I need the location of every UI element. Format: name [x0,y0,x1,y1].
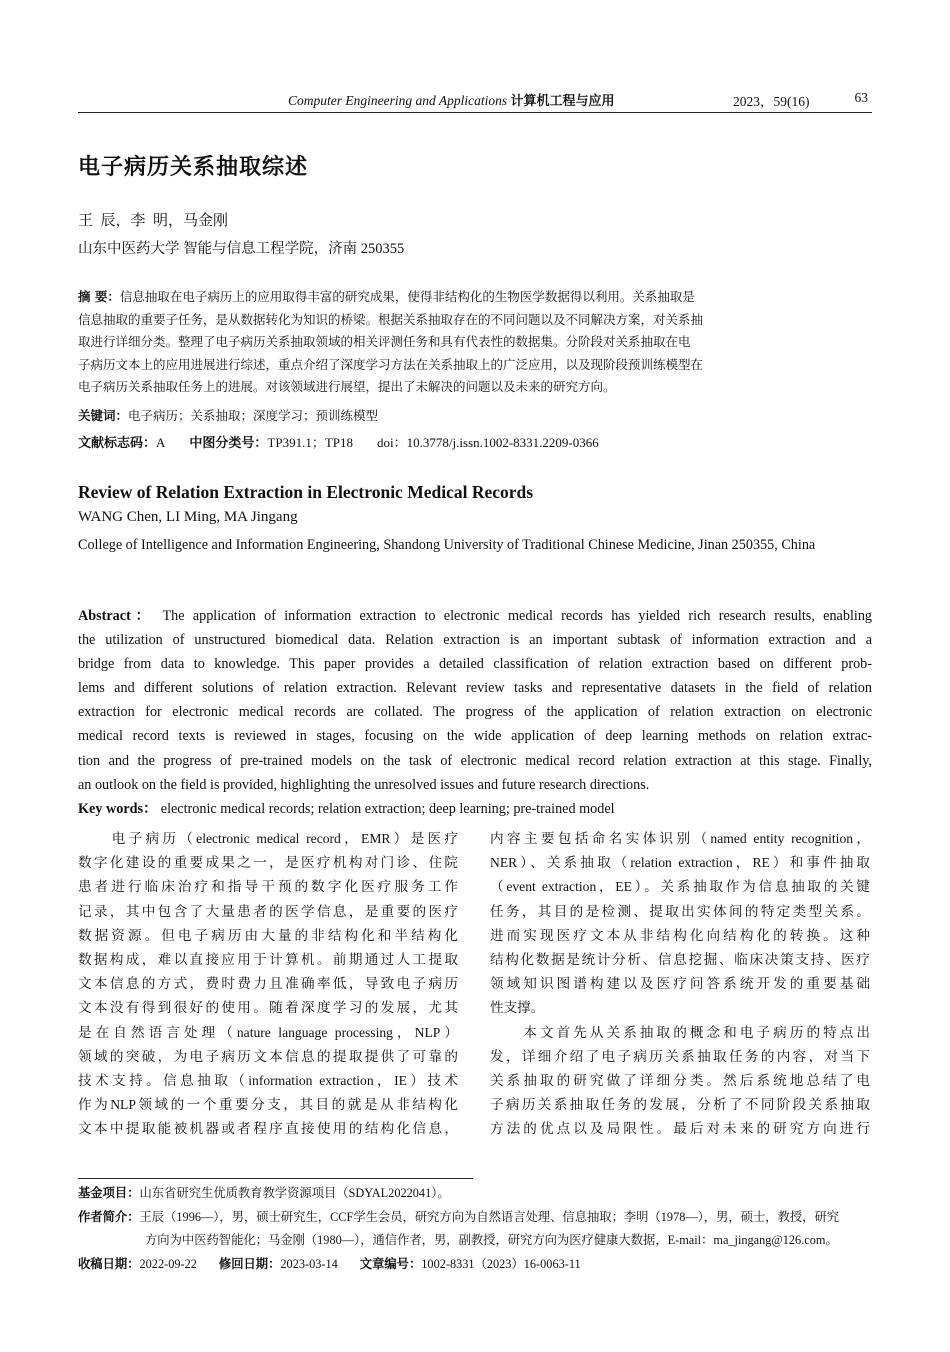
body-line: NER）、关系抽取（relation extraction，RE）和事件抽取 [490,855,870,871]
body-line: 文本中提取能被机器或者程序直接使用的结构化信息， [78,1121,458,1137]
abstract-en-line: an outlook on the field is provided, highlighting the unresolved issues and future research directions. [78,776,650,793]
keywords-en [78,798,615,818]
body-line: 文本信息的方式，费时费力且准确率低，导致电子病历 [78,976,458,992]
abstract-en-line: the utilization of unstructured biomedical data. Relation extraction is an important subtask of information extraction and a [78,632,872,649]
body-line: 是在自然语言处理（nature language processing，NLP） [78,1024,458,1040]
revised-date: 2023-03-14 [280,1256,338,1271]
abstract-cn-line: 信息抽取的重要子任务，是从数据转化为知识的桥梁。根据关系抽取存在的不同问题以及不同解决方案，对关系抽 [78,312,704,327]
body-line: 子病历关系抽取任务的发展，分析了不同阶段关系抽取 [490,1097,870,1113]
abstract-en-line: medical record texts is reviewed in stages, focusing on the wide application of deep learning methods on relation extrac- [78,728,872,745]
abstract-en-line: The application of information extraction to electronic medical records has yielded rich research results, enabling [162,608,873,624]
abstract-en-line: bridge from data to knowledge. This paper provides a detailed classification of relation extraction based on different prob- [78,656,872,673]
fund-text: 山东省研究生优质教育教学资源项目（SDYAL2022041）。 [139,1186,450,1200]
bio-label: 作者简介： [78,1209,140,1224]
affiliation-en: College of Intelligence and Information Engineering, Shandong University of Traditional Chinese Medicine, Jinan 250355, China [78,537,816,553]
keywords-en-text: electronic medical records; relation extraction; deep learning; pre-trained model [160,801,615,817]
volume-issue: 2023，59(16) [733,94,810,109]
body-line: 方法的优点以及局限性。最后对未来的研究方向进行 [490,1121,870,1137]
affiliation-cn: 山东中医药大学 智能与信息工程学院，济南 250355 [78,241,405,257]
body-column-right [490,827,870,1142]
body-line: 领域的突破，为电子病历文本信息的提取提供了可靠的 [78,1048,458,1064]
received-label: 收稿日期： [78,1256,140,1271]
clc-label: 中图分类号： [189,436,268,451]
abstract-en-line: lems and different solutions of relation extraction. Relevant review tasks and representative datasets in the field of relation [78,680,872,697]
page-number: 63 [854,90,868,105]
dates-note [78,1253,878,1277]
body-line: 作为NLP领域的一个重要分支，其目的就是从非结构化 [78,1097,458,1113]
body-line: 数字化建设的重要成果之一，是医疗机构对门诊、住院 [78,855,458,871]
abstract-en [78,604,872,797]
doc-code: A [156,435,166,450]
doi-label: doi： [377,435,407,450]
body-line: 患者进行临床治疗和指导干预的数字化医疗服务工作 [78,879,458,895]
fund-label: 基金项目： [78,1186,140,1200]
bio-text-1: 王辰（1996—），男，硕士研究生，CCF学生会员，研究方向为自然语言处理、信息抽取；李明（1978—），男，硕士，教授，研究 [139,1209,840,1224]
paper-title-cn: 电子病历关系抽取综述 [78,155,309,180]
abstract-cn-label: 摘 要： [78,289,120,304]
body-line: 性支撑。 [490,1000,545,1016]
authors-en: WANG Chen, LI Ming, MA Jingang [78,509,298,525]
footnote-divider [78,1178,473,1179]
received-date: 2022-09-22 [139,1256,197,1271]
body-line: 关系抽取的研究做了详细分类。然后系统地总结了电 [490,1073,870,1089]
journal-name [288,90,615,109]
body-line: 领域知识图谱构建以及医疗问答系统开发的重要基础 [490,976,870,992]
abstract-cn-line: 电子病历关系抽取任务上的进展。对该领域进行展望，提出了未解决的问题以及未来的研究方向。 [78,380,616,394]
body-line: 记录，其中包含了大量患者的医学信息，是重要的医疗 [78,903,458,919]
doi-value: 10.3778/j.issn.1002-8331.2209-0366 [406,435,599,450]
body-line: 任务，其目的是检测、提取出实体间的特定类型关系。 [490,903,870,919]
journal-name-cn: 计算机工程与应用 [510,94,615,109]
keywords-cn [78,406,872,424]
footnotes [78,1182,878,1276]
paper-title-en: Review of Relation Extraction in Electronic Medical Records [78,482,534,502]
abstract-cn-line: 取进行详细分类。整理了电子病历关系抽取领域的相关评测任务和具有代表性的数据集。分阶段对关系抽取在电 [78,335,691,349]
body-line: 技术支持。信息抽取（information extraction，IE）技术 [78,1073,458,1089]
body-line: 本文首先从关系抽取的概念和电子病历的特点出 [490,1024,870,1040]
doc-code-label: 文献标志码： [78,436,157,451]
abstract-en-line: tion and the progress of pre-trained models on the task of electronic medical record relation extraction at this stage. Finally, [78,752,872,769]
body-line: 发，详细介绍了电子病历关系抽取任务的内容，对当下 [490,1048,870,1064]
abstract-cn [78,286,872,399]
body-line: 电子病历（electronic medical record，EMR）是医疗 [78,831,458,846]
body-column-left [78,827,458,1142]
body-line: 结构化数据是统计分析、信息挖掘、临床决策支持、医疗 [490,952,870,968]
bio-note [78,1206,878,1230]
running-header [78,90,872,113]
revised-label: 修回日期： [218,1256,281,1271]
keywords-cn-text: 电子病历；关系抽取；深度学习；预训练模型 [128,409,379,423]
abstract-cn-line: 子病历文本上的应用进展进行综述，重点介绍了深度学习方法在关系抽取上的广泛应用，以及现阶段预训练模型在 [78,357,704,372]
article-no-label: 文章编号： [359,1256,422,1271]
body-line: 内容主要包括命名实体识别（named entity recognition， [490,831,870,846]
fund-note [78,1182,878,1206]
body-line: 数据构成，难以直接应用于计算机。前期通过人工提取 [78,952,458,968]
authors-cn: 王 辰，李 明，马金刚 [78,213,229,229]
body-line: 进而实现医疗文本从非结构化向结构化的转换。这种 [490,927,870,943]
abstract-en-label: Abstract： [78,608,155,624]
abstract-cn-line: 信息抽取在电子病历上的应用取得丰富的研究成果，使得非结构化的生物医学数据得以利用。关系抽取是 [119,290,695,304]
classification-codes [78,432,872,451]
article-no: 1002-8331（2023）16-0063-11 [421,1256,581,1271]
body-line: 数据资源。但电子病历由大量的非结构化和半结构化 [78,927,458,943]
body-line: 文本没有得到很好的使用。随着深度学习的发展，尤其 [78,1000,458,1016]
journal-name-en: Computer Engineering and Applications [288,93,508,108]
body-line: （event extraction，EE）。关系抽取作为信息抽取的关键 [490,879,870,895]
clc-code: TP391.1；TP18 [267,435,354,450]
bio-text-2: 方向为中医药智能化；马金刚（1980—），通信作者，男，副教授，研究方向为医疗健康大数据，E-mail：ma_jingang@126.com。 [145,1233,838,1247]
abstract-en-line: extraction for electronic medical records are collated. The progress of the application of relation extraction on electronic [78,704,872,721]
keywords-en-label: Key words： [78,801,158,817]
keywords-cn-label: 关键词： [78,408,129,423]
